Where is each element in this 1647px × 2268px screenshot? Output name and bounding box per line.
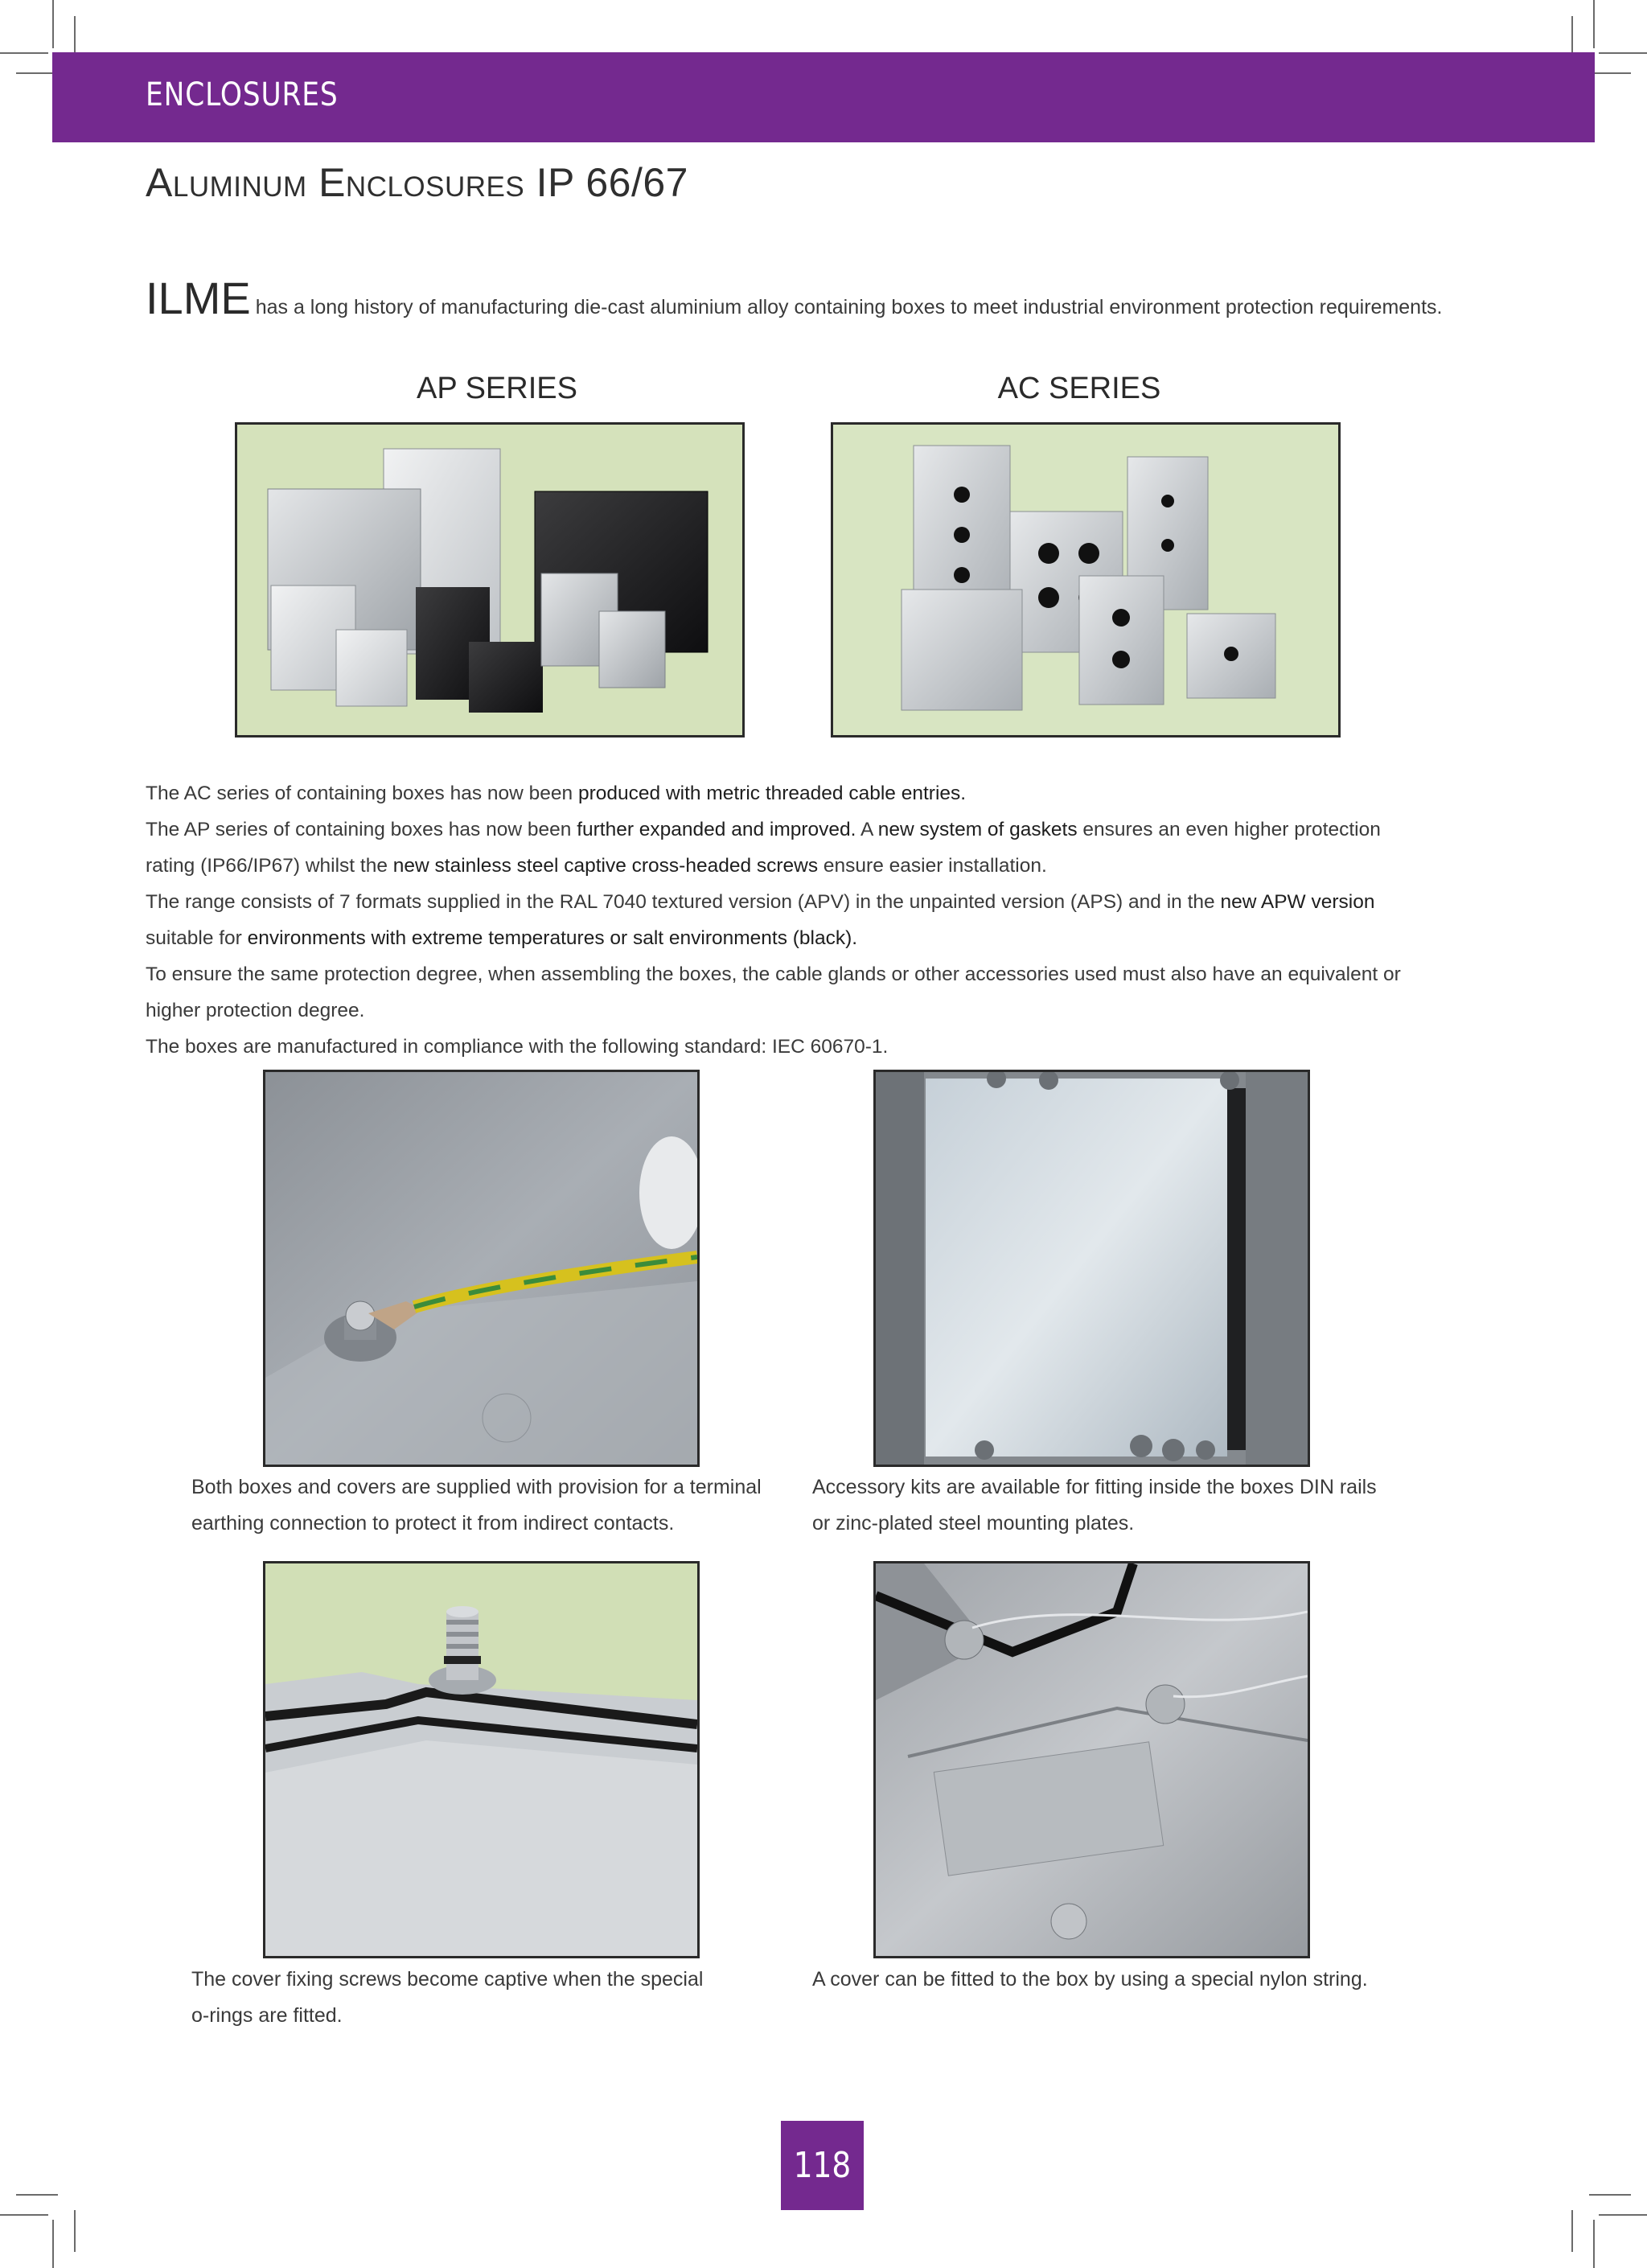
page-title: Aluminum Enclosures IP 66/67 bbox=[146, 160, 688, 205]
caption-accessory-kits bbox=[812, 1469, 1423, 1542]
crop-mark bbox=[74, 2210, 76, 2252]
earthing-terminal-photo bbox=[263, 1070, 700, 1467]
text-span: The AP series of containing boxes has now been bbox=[146, 819, 577, 840]
section-header-band bbox=[52, 52, 1595, 142]
paragraph-ap-series bbox=[146, 811, 1464, 848]
highlight-span: new system of gaskets bbox=[877, 819, 1078, 840]
crop-mark bbox=[1599, 2214, 1647, 2216]
caption-line: The cover fixing screws become captive when the special bbox=[191, 1968, 704, 1991]
paragraph-protection: To ensure the same protection degree, when assembling the boxes, the cable glands or other accessories used must also have an equivalent or bbox=[146, 963, 1401, 985]
page-number: 118 bbox=[793, 2145, 852, 2186]
text-span: ensures an even higher protection bbox=[1077, 819, 1381, 840]
caption-line: or zinc-plated steel mounting plates. bbox=[812, 1512, 1135, 1535]
caption-captive-screws bbox=[191, 1962, 803, 2034]
intro-text: has a long history of manufacturing die-cast aluminium alloy containing boxes to meet industrial environment protection requirements. bbox=[255, 296, 1443, 318]
text-span: The AC series of containing boxes has now been bbox=[146, 783, 578, 804]
paragraph-ac-series bbox=[146, 775, 1464, 811]
crop-mark bbox=[1589, 2194, 1631, 2196]
paragraph-range-cont bbox=[146, 920, 1464, 956]
paragraph-protection-cont: higher protection degree. bbox=[146, 1000, 365, 1021]
caption-nylon-string bbox=[812, 1962, 1423, 1998]
captive-screw-photo bbox=[263, 1561, 700, 1958]
page-number-box bbox=[781, 2121, 864, 2210]
crop-mark bbox=[1571, 2210, 1573, 2252]
crop-mark bbox=[0, 2214, 48, 2216]
crop-mark bbox=[1593, 2220, 1595, 2268]
crop-mark bbox=[16, 2194, 58, 2196]
crop-mark bbox=[1599, 52, 1647, 54]
crop-mark bbox=[52, 2220, 54, 2268]
text-span: The range consists of 7 formats supplied in the RAL 7040 textured version (APV) in the unpainted version (APS) and in the bbox=[146, 891, 1221, 913]
paragraph-standard: The boxes are manufactured in compliance with the following standard: IEC 60670-1. bbox=[146, 1036, 889, 1058]
highlight-span: produced with metric threaded cable entries. bbox=[577, 783, 967, 804]
highlight-span: new stainless steel captive cross-headed screws bbox=[392, 855, 819, 877]
caption-line: Accessory kits are available for fitting inside the boxes DIN rails bbox=[812, 1476, 1377, 1498]
text-span: rating (IP66/IP67) whilst the bbox=[146, 855, 393, 877]
nylon-string-photo bbox=[873, 1561, 1310, 1958]
caption-line: Both boxes and covers are supplied with provision for a terminal bbox=[191, 1476, 762, 1498]
text-span: A bbox=[856, 819, 878, 840]
crop-mark bbox=[1593, 0, 1595, 48]
paragraph-range bbox=[146, 884, 1464, 920]
ac-series-label: AC SERIES bbox=[997, 372, 1161, 405]
paragraph-ap-series-cont bbox=[146, 848, 1464, 884]
intro-line bbox=[146, 272, 1442, 324]
crop-mark bbox=[1589, 72, 1631, 74]
highlight-span: new APW version bbox=[1220, 891, 1375, 913]
caption-earthing bbox=[191, 1469, 803, 1542]
ap-series-label: AP SERIES bbox=[417, 372, 577, 405]
crop-mark bbox=[0, 52, 48, 54]
highlight-span: environments with extreme temperatures or salt environments (black). bbox=[247, 927, 858, 949]
brand-name: ILME bbox=[146, 273, 251, 323]
ac-series-photo bbox=[831, 422, 1341, 738]
crop-mark bbox=[52, 0, 54, 48]
body-paragraphs bbox=[146, 775, 1464, 1065]
highlight-span: further expanded and improved. bbox=[577, 819, 856, 840]
caption-line: A cover can be fitted to the box by using a special nylon string. bbox=[812, 1968, 1368, 1991]
mounting-plate-photo bbox=[873, 1070, 1310, 1467]
caption-line: earthing connection to protect it from indirect contacts. bbox=[191, 1512, 675, 1535]
ap-series-photo bbox=[235, 422, 745, 738]
text-span: ensure easier installation. bbox=[818, 855, 1047, 877]
text-span: suitable for bbox=[146, 927, 248, 949]
caption-line: o-rings are fitted. bbox=[191, 2004, 343, 2027]
section-title: ENCLOSURES bbox=[146, 76, 339, 113]
